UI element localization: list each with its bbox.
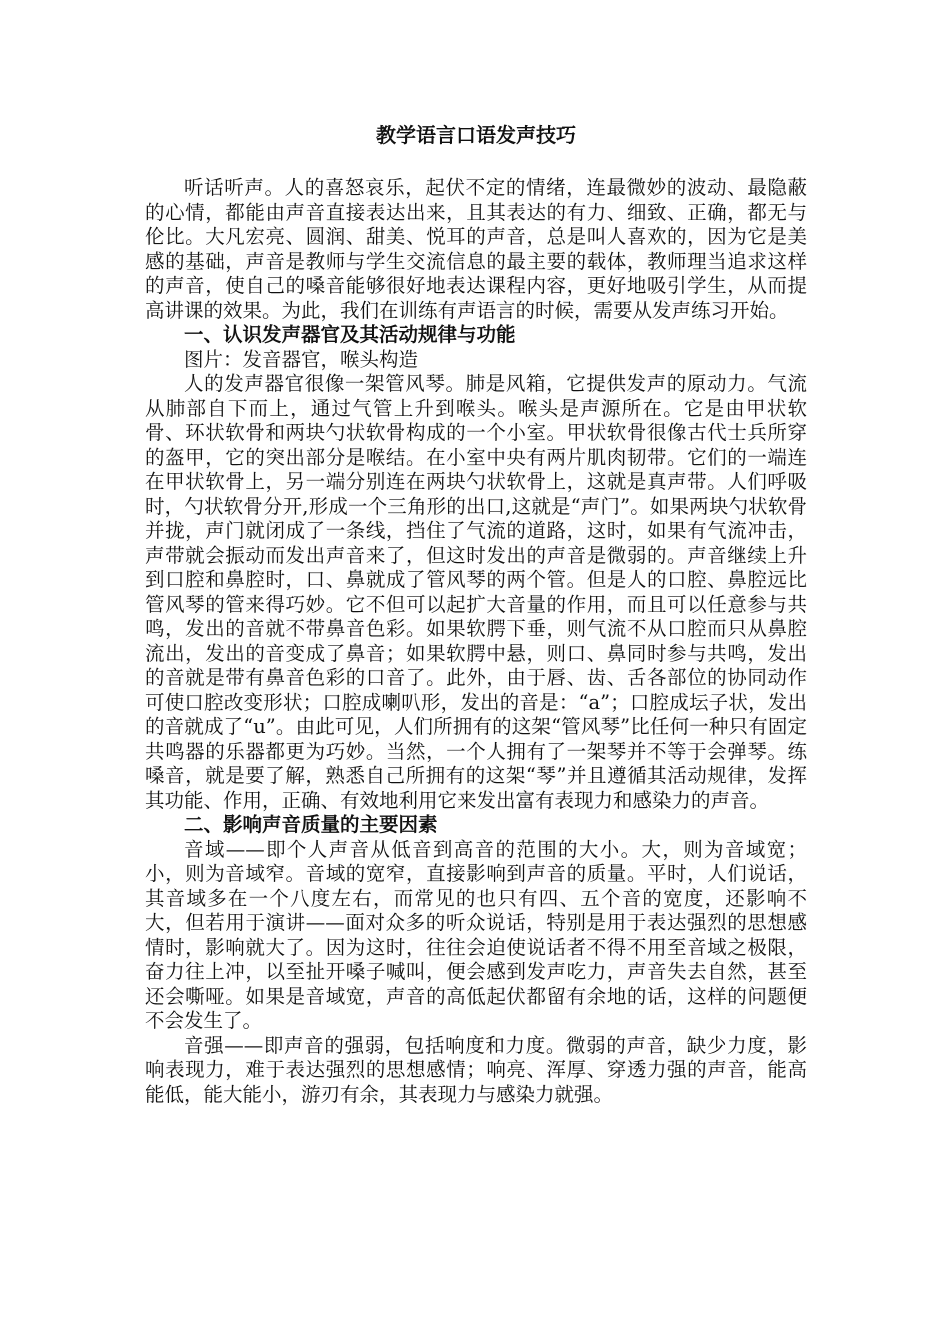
section-2-paragraph-range: 音域——即个人声音从低音到高音的范围的大小。大，则为音域宽；小，则为音域窄。音域的宽窄，直接影响到声音的质量。平时，人们说话，其音域多在一个八度左右，而常见的也只有四、五个音的宽度，还影响不大，但若用于演讲——面对众多的听众说话，特别是用于表达强烈的思想感情时，影响就大了。因为这时，往往会迫使说话者不得不用至音域之极限，奋力往上冲，以至扯开嗓子喊叫，便会感到发声吃力，声音失去自然，甚至还会嘶哑。如果是音域宽，声音的高低起伏都留有余地的话，这样的问题便不会发生了。 <box>145 837 807 1032</box>
image-caption: 图片：发音器官，喉头构造 <box>184 347 419 371</box>
section-1-heading: 一、认识发声器官及其活动规律与功能 <box>184 323 516 346</box>
document-title: 教学语言口语发声技巧 <box>376 123 576 147</box>
document-page <box>145 122 807 1107</box>
section-1-body: 人的发声器官很像一架管风琴。肺是风箱，它提供发声的原动力。气流从肺部自下而上，通过气管上升到喉头。喉头是声源所在。它是由甲状软骨、环状软骨和两块勺状软骨构成的一个小室。甲状软骨很像古代士兵所穿的盔甲，它的突出部分是喉结。在小室中央有两片肌肉韧带。它们的一端连在甲状软骨上，另一端分别连在两块勺状软骨上，这就是真声带。人们呼吸时，勺状软骨分开,形成一个三角形的出口,这就是“声门”。如果两块勺状软骨并拢，声门就闭成了一条线，挡住了气流的道路，这时，如果有气流冲击，声带就会振动而发出声音来了，但这时发出的声音是微弱的。声音继续上升到口腔和鼻腔时，口、鼻就成了管风琴的两个管。但是人的口腔、鼻腔远比管风琴的管来得巧妙。它不但可以起扩大音量的作用，而且可以任意参与共鸣，发出的音就不带鼻音色彩。如果软腭下垂，则气流不从口腔而只从鼻腔流出，发出的音变成了鼻音；如果软腭中悬，则口、鼻同时参与共鸣，发出的音就是带有鼻音色彩的口音了。此外，由于唇、齿、舌各部位的协同动作可使口腔改变形状；口腔成喇叭形，发出的音是：“a”；口腔成坛子状，发出的音就成了“u”。由此可见，人们所拥有的这架“管风琴”比任何一种只有固定共鸣器的乐器都更为巧妙。当然，一个人拥有了一架琴并不等于会弹琴。练嗓音，就是要了解，熟悉自己所拥有的这架“琴”并且遵循其活动规律，发挥其功能、作用，正确、有效地利用它来发出富有表现力和感染力的声音。 <box>145 372 807 812</box>
intro-paragraph: 听话听声。人的喜怒哀乐，起伏不定的情绪，连最微妙的波动、最隐蔽的心情，都能由声音直接表达出来，且其表达的有力、细致、正确，都无与伦比。大凡宏亮、圆润、甜美、悦耳的声音，总是叫人喜欢的，因为它是美感的基础，声音是教师与学生交流信息的最主要的载体，教师理当追求这样的声音，使自己的嗓音能够很好地表达课程内容，更好地吸引学生，从而提高讲课的效果。为此，我们在训练有声语言的时候，需要从发声练习开始。 <box>145 176 807 322</box>
section-2-heading: 二、影响声音质量的主要因素 <box>184 813 438 836</box>
section-2-paragraph-intensity: 音强——即声音的强弱，包括响度和力度。微弱的声音，缺少力度，影响表现力，难于表达强烈的思想感情；响亮、浑厚、穿透力强的声音，能高能低，能大能小，游刃有余，其表现力与感染力就强。 <box>145 1033 807 1106</box>
